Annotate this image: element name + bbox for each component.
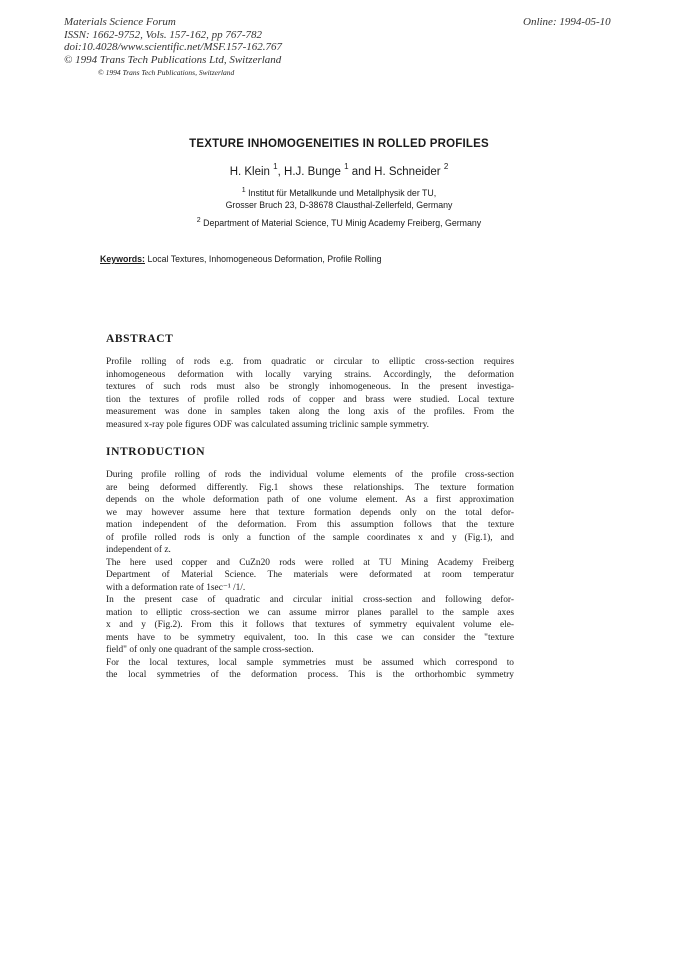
intro-line: x and y (Fig.2). From this it follows that textures of symmetry equivalent volume ele- (106, 620, 514, 630)
intro-line: with a deformation rate of 1sec⁻¹ /1/. (106, 582, 246, 593)
affiliation-2-text: Department of Material Science, TU Minig Academy Freiberg, Germany (203, 218, 482, 228)
intro-line: For the local textures, local sample symmetries must be assumed which correspond to (106, 657, 514, 668)
intro-line: are being deformed differently. Fig.1 shows these relationships. The texture formation (106, 482, 514, 493)
author-affil-mark: 1 (273, 162, 278, 172)
intro-line: Department of Material Science. The materials were deformated at room temperatur (106, 570, 514, 580)
online-date: Online: 1994-05-10 (523, 16, 611, 28)
paper-title: TEXTURE INHOMOGENEITIES IN ROLLED PROFILES (189, 138, 489, 150)
affiliation-1-text: Institut für Metallkunde und Metallphysik der TU, (248, 188, 437, 198)
affiliation-1-line-2: Grosser Bruch 23, D-38678 Clausthal-Zellerfeld, Germany (225, 200, 453, 210)
keywords-label: Keywords: (100, 254, 145, 264)
intro-line: ments have to be symmetry equivalent, too. In this case we can consider the "texture (106, 632, 514, 643)
journal-meta (64, 16, 282, 66)
affiliation-2 (0, 218, 678, 228)
issn-line: ISSN: 1662-9752, Vols. 157-162, pp 767-782 (64, 28, 262, 41)
author-affil-mark: 1 (344, 162, 349, 172)
author-separator: and (348, 166, 375, 178)
affiliation-1-line-1 (0, 188, 678, 198)
intro-line: field" of only one quadrant of the sample cross-section. (106, 645, 314, 655)
intro-line: mation to elliptic cross-section we can assume mirror planes parallel to the sample axes (106, 607, 514, 618)
abstract-body (106, 356, 514, 431)
copyright-note: © 1994 Trans Tech Publications, Switzerland (98, 68, 235, 77)
author-klein: H. Klein (229, 166, 270, 178)
abstract-heading: ABSTRACT (106, 333, 174, 345)
intro-line: During profile rolling of rods the individual volume elements of the profile cross-section (106, 470, 514, 480)
abstract-line: textures of such rods must also be strongly inhomogeneous. In the present investiga- (106, 382, 514, 392)
author-schneider: H. Schneider (374, 166, 441, 178)
author-bunge: H.J. Bunge (284, 166, 341, 178)
intro-line: the local symmetries of the deformation process. This is the orthorhombic symmetry (106, 670, 514, 680)
author-list (0, 162, 678, 178)
keywords-text: Local Textures, Inhomogeneous Deformation, Profile Rolling (147, 254, 382, 264)
affil-mark: 1 (241, 187, 246, 195)
abstract-line: measured x-ray pole figures ODF was calculated assuming triclinic sample symmetry. (106, 419, 429, 430)
intro-line: independent of z. (106, 545, 171, 555)
intro-line: depends on the whole deformation path of one volume element. As a first approximation (106, 495, 514, 505)
intro-line: mation independent of the deformation. From this assumption follows that the texture (106, 520, 514, 530)
abstract-line: measurement was done in samples taken along the long axis of the profiles. From the (106, 407, 514, 417)
author-affil-mark: 2 (443, 162, 449, 172)
introduction-body (106, 469, 514, 682)
journal-name: Materials Science Forum (64, 16, 176, 28)
intro-line: The here used copper and CuZn20 rods were rolled at TU Mining Academy Freiberg (106, 557, 514, 568)
abstract-line: inhomogeneous deformation with locally varying strains. Accordingly, the deformation (106, 369, 514, 380)
intro-line: we may however assume here that texture formation depends only on the total defor- (106, 507, 514, 518)
publisher-line: © 1994 Trans Tech Publications Ltd, Switzerland (64, 53, 282, 66)
intro-line: of profile rolled rods is only a function of the sample coordinates x and y (Fig.1), and (106, 532, 514, 543)
affil-mark: 2 (196, 217, 201, 225)
doi-line: doi:10.4028/www.scientific.net/MSF.157-162.767 (64, 41, 283, 53)
abstract-line: tion the textures of profile rolled rods of copper and brass were studied. Local texture (106, 394, 514, 405)
keywords (100, 254, 382, 264)
introduction-heading: INTRODUCTION (106, 446, 206, 458)
author-separator: , (277, 166, 285, 178)
abstract-line: Profile rolling of rods e.g. from quadratic or circular to elliptic cross-section requires (106, 357, 514, 367)
intro-line: In the present case of quadratic and circular initial cross-section and following defor- (106, 595, 514, 605)
